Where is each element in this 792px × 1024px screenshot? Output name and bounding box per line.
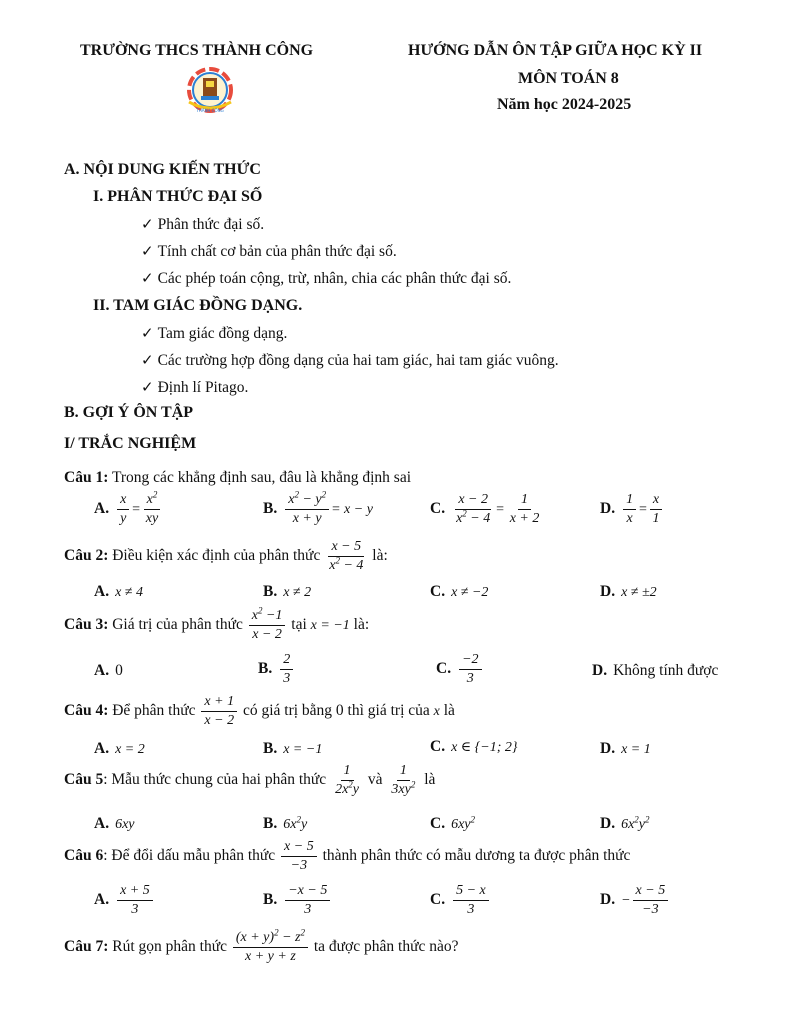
q1-option-b: B. $\frac{x^2 - y^2}{x + y}$ = x − y: [263, 489, 373, 527]
section-a-heading: A. NỘI DUNG KIẾN THỨC: [64, 161, 261, 178]
q2-option-b: B. x ≠ 2: [263, 583, 312, 600]
multiple-choice-heading: I/ TRẮC NGHIỆM: [64, 435, 197, 452]
q6-option-c: C. $\frac{5 - x}{3}$: [430, 883, 491, 918]
section-b-heading: B. GỢI Ý ÔN TẬP: [64, 404, 194, 421]
part2-heading: II. TAM GIÁC ĐỒNG DẠNG.: [93, 297, 303, 314]
part1-item: ✓ Phân thức đại số.: [141, 216, 265, 233]
check-icon: ✓: [141, 353, 154, 369]
check-icon: ✓: [141, 380, 154, 396]
q5-option-c: C. $6xy^2$: [430, 814, 476, 832]
question-7: Câu 7: Rút gọn phân thức $\frac{(x + y)^2 - z^2}{x + y + z}$ ta được phân thức nào?: [64, 927, 459, 965]
check-icon: ✓: [141, 271, 154, 287]
question-1: Câu 1: Trong các khẳng định sau, đâu là khẳng định sai: [64, 469, 412, 486]
q5-option-a: A. 6xy: [94, 815, 135, 832]
q4-option-d: D. x = 1: [600, 740, 651, 757]
q1-option-c: C. $\frac{x - 2}{x^2 - 4}$ = $\frac{1}{x + 2}$: [430, 492, 540, 527]
q6-option-b: B. $\frac{-x - 5}{3}$: [263, 883, 332, 918]
check-icon: ✓: [141, 244, 154, 260]
q6-option-a: A. $\frac{x + 5}{3}$: [94, 883, 155, 918]
part2-item: ✓ Tam giác đồng dạng.: [141, 325, 288, 342]
q5-option-b: B. $6x^2y$: [263, 814, 308, 832]
part1-item: ✓ Tính chất cơ bản của phân thức đại số.: [141, 243, 397, 260]
document-title: HƯỚNG DẪN ÔN TẬP GIỮA HỌC KỲ II: [408, 42, 703, 59]
question-2: Câu 2: Điều kiện xác định của phân thức $\frac{x - 5}{x^2 - 4}$ là:: [64, 539, 388, 574]
question-4: Câu 4: Để phân thức $\frac{x + 1}{x - 2}$ có giá trị bằng 0 thì giá trị của x là: [64, 694, 455, 729]
q3-option-a: A. 0: [94, 662, 123, 679]
subject: MÔN TOÁN 8: [518, 70, 619, 87]
q6-option-d: D. − $\frac{x - 5}{-3}$: [600, 883, 670, 918]
part2-item: ✓ Các trường hợp đồng dạng của hai tam giác, hai tam giác vuông.: [141, 352, 559, 369]
q5-option-d: D. $6x^2y^2$: [600, 814, 650, 832]
q3-option-d: D. Không tính được: [592, 662, 719, 679]
check-icon: ✓: [141, 217, 154, 233]
svg-text:THÀNH CÔNG: THÀNH CÔNG: [196, 108, 224, 113]
school-year: Năm học 2024-2025: [497, 96, 632, 113]
part1-heading: I. PHÂN THỨC ĐẠI SỐ: [93, 188, 263, 205]
question-6: Câu 6: Để đổi dấu mẫu phân thức $\frac{x - 5}{-3}$ thành phân thức có mẫu dương ta được phân thức: [64, 839, 631, 874]
question-3: Câu 3: Giá trị của phân thức $\frac{x^2 -1}{x - 2}$ tại x = −1 là:: [64, 605, 370, 643]
q4-option-c: C. x ∈ {−1; 2}: [430, 738, 518, 755]
q2-option-d: D. x ≠ ±2: [600, 583, 657, 600]
q1-option-d: D. $\frac{1}{x}$ = $\frac{x}{1}$: [600, 492, 665, 527]
q4-option-b: B. x = −1: [263, 740, 323, 757]
q3-option-c: C. $\frac{-2}{3}$: [436, 652, 484, 687]
part1-item: ✓ Các phép toán cộng, trừ, nhân, chia các phân thức đại số.: [141, 270, 512, 287]
part2-item: ✓ Định lí Pitago.: [141, 379, 249, 396]
q2-option-a: A. x ≠ 4: [94, 583, 143, 600]
q2-option-c: C. x ≠ −2: [430, 583, 489, 600]
school-logo: [186, 66, 234, 118]
school-name: TRƯỜNG THCS THÀNH CÔNG: [80, 42, 314, 59]
q1-option-a: A. $\frac{x}{y}$ = $\frac{x^2}{xy}$: [94, 492, 163, 527]
question-5: Câu 5: Mẫu thức chung của hai phân thức $\frac{1}{2x^2y}$ và $\frac{1}{3xy^2}$ là: [64, 763, 436, 798]
q3-option-b: B. $\frac{2}{3}$: [258, 652, 295, 687]
q4-option-a: A. x = 2: [94, 740, 145, 757]
check-icon: ✓: [141, 326, 154, 342]
